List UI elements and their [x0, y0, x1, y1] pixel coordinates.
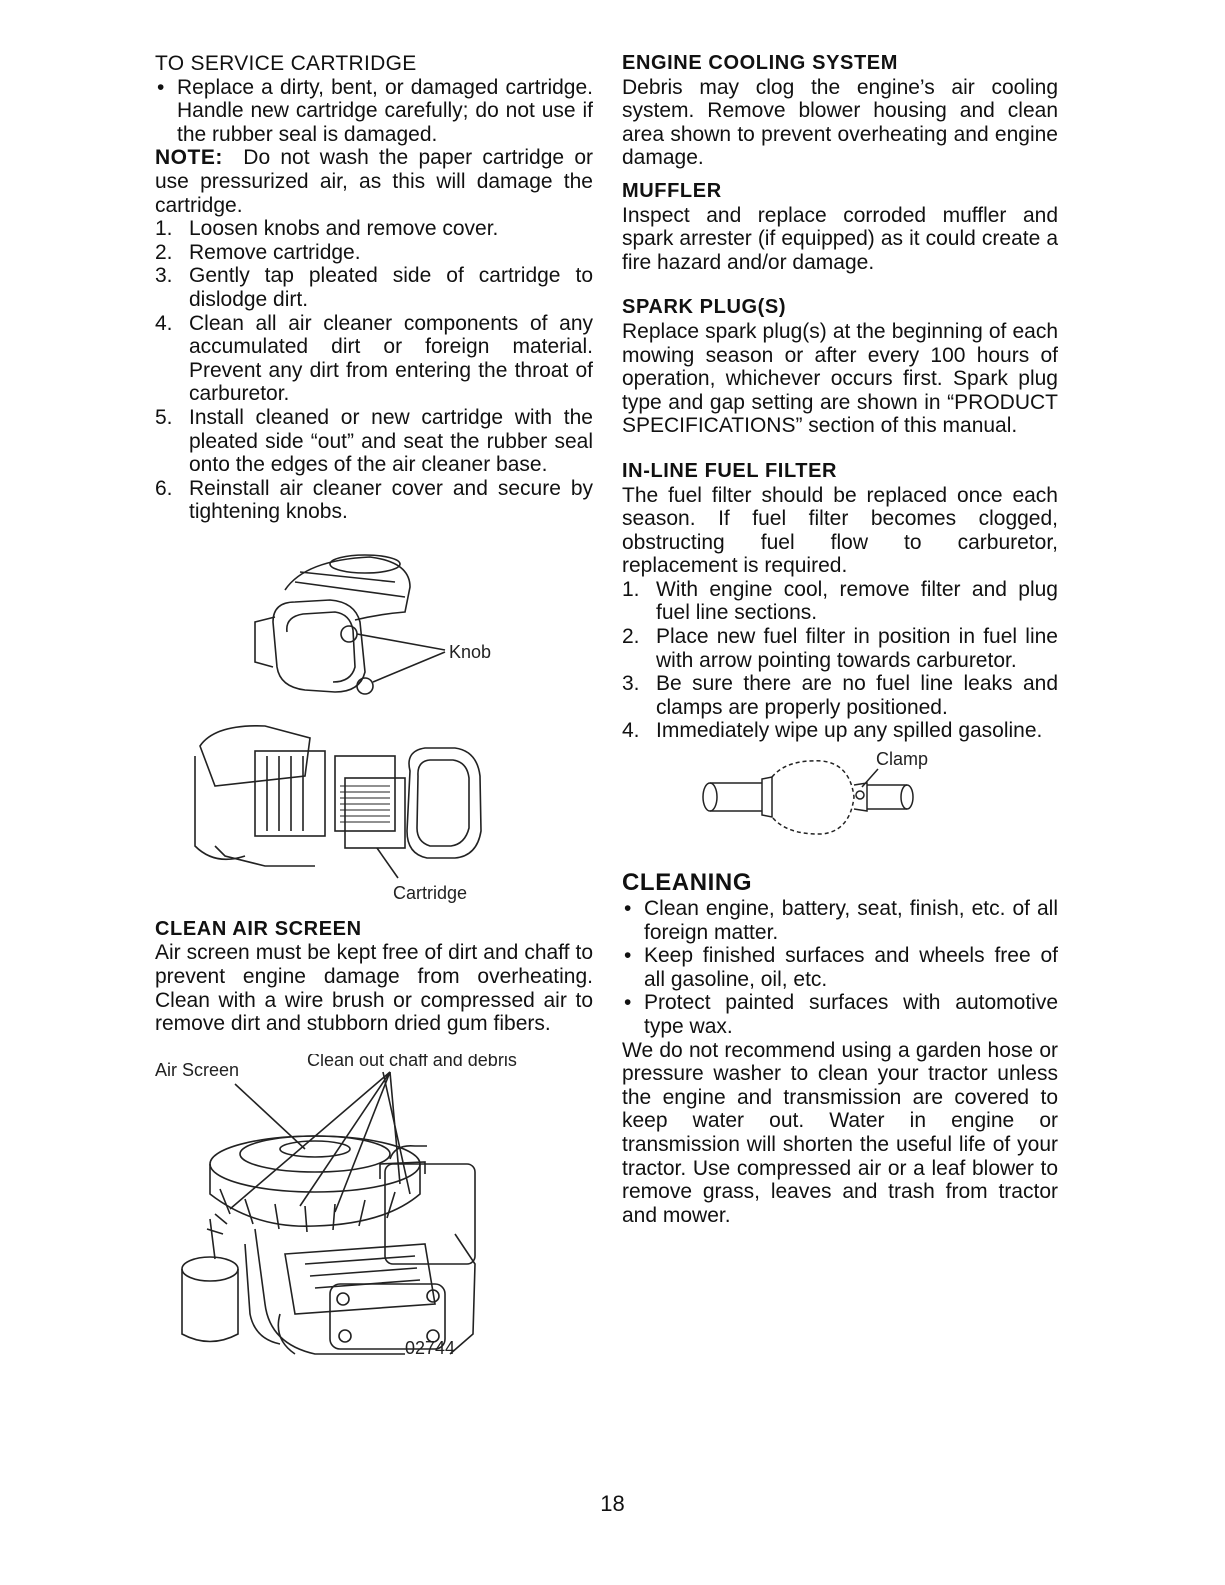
- step-number: 5.: [155, 405, 173, 429]
- fuel-filter-heading: IN-LINE FUEL FILTER: [622, 459, 838, 482]
- fuel-step: [622, 578, 1058, 625]
- service-step: [155, 312, 593, 406]
- note-paragraph: [155, 146, 593, 217]
- note-text: Do not wash the paper cartridge or use pressurized air, as this will damage the cartridge.: [155, 146, 593, 217]
- step-number: 2.: [155, 240, 173, 264]
- engine-cooling-heading: ENGINE COOLING SYSTEM: [622, 52, 898, 74]
- spark-plug-paragraph: Replace spark plug(s) at the beginning of each mowing season or after every 100 hours of operation, whichever occurs first. Spark plug type and gap setting are shown in “PRODUCT SPECIFICATIONS” section of this manual.: [622, 319, 1058, 438]
- step-number: 1.: [622, 577, 640, 601]
- air-screen-label: Air Screen: [155, 1059, 240, 1080]
- right-column: [622, 52, 1058, 1227]
- fuel-filter-clamp-figure: [622, 749, 1058, 859]
- step-text: Install cleaned or new cartridge with the pleated side “out” and seat the rubber seal onto the edges of the air cleaner base.: [189, 405, 593, 477]
- cartridge-figure: [155, 716, 593, 916]
- cleaning-bullet: • Protect painted surfaces with automotive type wax.: [622, 991, 1058, 1038]
- muffler-heading: MUFFLER: [622, 179, 722, 202]
- knob-label: Knob: [449, 641, 492, 662]
- step-number: 4.: [622, 719, 640, 743]
- service-step: [155, 264, 593, 311]
- part-number: 02744: [405, 1337, 456, 1358]
- service-step: [155, 241, 593, 265]
- service-step: [155, 217, 593, 241]
- service-bullet-list: [155, 76, 593, 147]
- engine-cooling-paragraph: Debris may clog the engine’s air cooling system. Remove blower housing and clean area shown to prevent overheating and engine damage.: [622, 75, 1058, 170]
- step-number: 4.: [155, 311, 173, 335]
- service-steps: [155, 217, 593, 524]
- left-column: [155, 52, 593, 1364]
- cleaning-bullet-list: [622, 897, 1058, 1039]
- step-number: 6.: [155, 476, 173, 500]
- fuel-step: [622, 625, 1058, 672]
- clean-out-label: Clean out chaff and debris: [307, 1053, 517, 1070]
- air-screen-paragraph: Air screen must be kept free of dirt and chaff to prevent engine damage from overheating. Clean with a wire brush or compressed air to remove dirt and stubborn dried gum fibers.: [155, 941, 593, 1036]
- step-text: Be sure there are no fuel line leaks and clamps are properly positioned.: [656, 672, 1058, 719]
- step-number: 3.: [155, 264, 173, 288]
- note-label: NOTE:: [155, 146, 223, 170]
- muffler-paragraph: Inspect and replace corroded muffler and spark arrester (if equipped) as it could create a fire hazard and/or damage.: [622, 203, 1058, 274]
- cleaning-bullet: • Keep finished surfaces and wheels free of all gasoline, oil, etc.: [622, 944, 1058, 991]
- step-text: With engine cool, remove filter and plug fuel line sections.: [656, 577, 1058, 625]
- spacer: [622, 170, 1058, 180]
- cleaning-paragraph: We do not recommend using a garden hose or pressure washer to clean your tractor unless the engine and transmission are covered to keep water out. Water in engine or transmission will shorten the useful life of your tractor. Use compressed air or a leaf blower to remove grass, leaves and trash from tractor and mower.: [622, 1038, 1058, 1227]
- air-cleaner-knob-figure: [155, 542, 593, 702]
- step-text: Reinstall air cleaner cover and secure by tightening knobs.: [189, 476, 593, 524]
- fuel-step: [622, 672, 1058, 719]
- cleaning-heading: CLEANING: [622, 869, 753, 897]
- spark-plug-heading: SPARK PLUG(S): [622, 296, 787, 319]
- fuel-filter-steps: [622, 578, 1058, 743]
- service-step: [155, 406, 593, 477]
- page-number: 18: [600, 1491, 625, 1516]
- spacer: [622, 859, 1058, 869]
- fuel-step: [622, 719, 1058, 743]
- step-number: 1.: [155, 217, 173, 241]
- service-bullet: • Replace a dirty, bent, or damaged cartridge. Handle new cartridge carefully; do not use if the rubber seal is damaged.: [155, 76, 593, 147]
- fuel-filter-paragraph: The fuel filter should be replaced once each season. If fuel filter becomes clogged, obstructing fuel flow to carburetor, replacement is required.: [622, 483, 1058, 578]
- service-step: [155, 477, 593, 524]
- step-text: Remove cartridge.: [189, 240, 361, 264]
- spacer: [622, 438, 1058, 460]
- step-text: Clean all air cleaner components of any accumulated dirt or foreign material. Prevent any dirt from entering the throat of carburetor.: [189, 311, 593, 406]
- step-text: Gently tap pleated side of cartridge to dislodge dirt.: [189, 264, 593, 311]
- air-screen-engine-figure: [155, 1054, 593, 1364]
- step-text: Immediately wipe up any spilled gasoline.: [656, 719, 1043, 743]
- service-cartridge-heading: TO SERVICE CARTRIDGE: [155, 52, 417, 75]
- step-text: Place new fuel filter in position in fuel line with arrow pointing towards carburetor.: [656, 625, 1058, 672]
- step-number: 3.: [622, 672, 640, 696]
- step-text: Loosen knobs and remove cover.: [189, 217, 499, 241]
- cleaning-bullet: • Clean engine, battery, seat, finish, etc. of all foreign matter.: [622, 897, 1058, 944]
- step-number: 2.: [622, 625, 640, 649]
- cartridge-label: Cartridge: [393, 882, 468, 903]
- spacer: [622, 274, 1058, 296]
- clamp-label: Clamp: [876, 749, 929, 770]
- clean-air-screen-heading: CLEAN AIR SCREEN: [155, 917, 362, 940]
